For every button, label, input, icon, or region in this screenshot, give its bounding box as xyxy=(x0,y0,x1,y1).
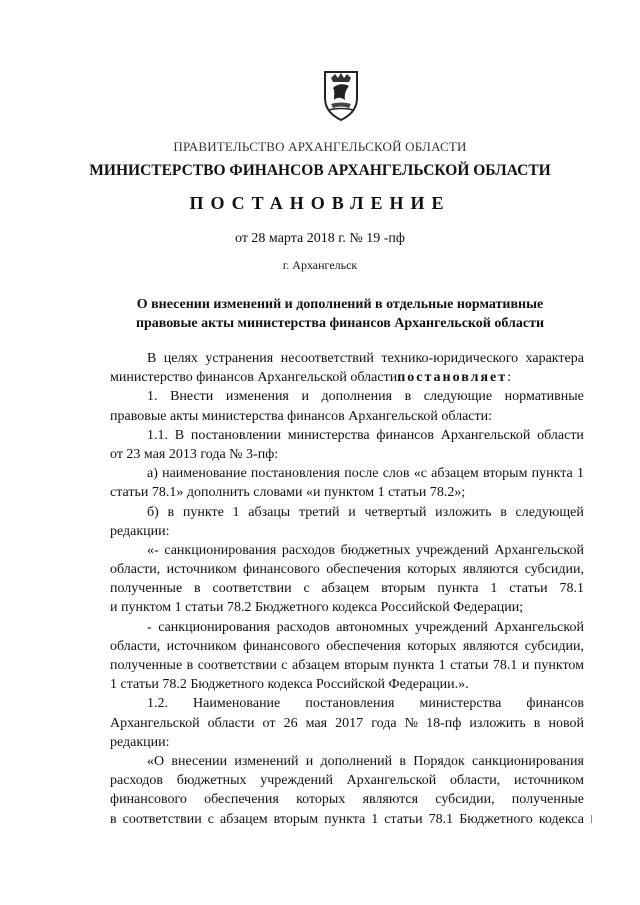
body-word: обеспечения xyxy=(204,792,279,808)
body-word: статьи xyxy=(509,581,548,597)
body-word: субсидии, xyxy=(435,792,495,808)
body-word: пункта xyxy=(531,466,573,482)
body-word: изложить xyxy=(469,715,526,731)
body-word: «О xyxy=(147,753,165,769)
body-word: абзацем xyxy=(431,466,479,482)
body-line xyxy=(110,771,584,790)
body-line xyxy=(110,618,584,637)
body-word: санкционирования xyxy=(164,542,277,558)
body-word: абзацем xyxy=(291,658,340,673)
body-line: правовые акты министерства финансов Архангельской области: xyxy=(110,408,493,424)
body-word: субсидии, xyxy=(524,562,584,578)
body-text-segment: министерство финансов Архангельской области xyxy=(110,370,398,386)
body-word: 1 xyxy=(438,658,446,673)
body-word: вторым xyxy=(344,658,389,673)
body-line xyxy=(110,426,584,445)
body-word: четвертый xyxy=(364,504,427,520)
body-word: в xyxy=(533,715,541,731)
body-line xyxy=(110,560,584,579)
body-word: с xyxy=(281,658,288,673)
body-word: области xyxy=(537,427,584,443)
body-word: 26 xyxy=(283,715,298,731)
body-word: от xyxy=(262,715,276,731)
body-word: бюджетных xyxy=(176,773,247,789)
body-word: абзацем xyxy=(321,581,370,597)
body-word: 1.2. xyxy=(147,696,168,712)
body-line xyxy=(110,714,584,733)
body-word: министерства xyxy=(419,696,502,712)
body-word: а) xyxy=(147,466,158,482)
body-word: характера xyxy=(525,351,584,366)
body-word: санкционирования xyxy=(472,753,584,769)
body-word: «- xyxy=(147,542,159,558)
body-word: источником xyxy=(514,773,584,789)
body-word: 78.1 xyxy=(428,811,454,827)
body-word: 78.1 xyxy=(559,581,584,597)
document-date-number: от 28 марта 2018 г. № 19 -пф xyxy=(235,231,405,246)
body-word: полученные xyxy=(511,792,584,808)
body-line xyxy=(110,694,584,713)
body-word: 1 xyxy=(232,504,240,520)
body-word: в xyxy=(500,504,507,520)
body-word: 1. xyxy=(147,389,158,405)
body-word: и xyxy=(348,504,356,520)
body-line: 1 статьи 78.2 Бюджетного кодекса Российской Федерации.». xyxy=(110,677,469,693)
body-word: обеспечения xyxy=(326,638,401,654)
body-word: дополнения xyxy=(321,389,393,405)
body-word: абзацем xyxy=(220,811,268,827)
body-word: пункта xyxy=(437,581,479,597)
body-word: в xyxy=(194,581,201,597)
body-word: б) xyxy=(147,504,159,520)
body-word: технико-юридического xyxy=(381,351,519,366)
body-word: соответствии xyxy=(122,811,202,827)
body-word: в xyxy=(167,504,175,520)
body-word: Бюджетного xyxy=(459,811,533,827)
body-word: наименование xyxy=(162,466,247,482)
body-word: в xyxy=(399,753,407,769)
body-word: 1.1. xyxy=(147,427,168,443)
body-line: и пунктом 1 статьи 78.2 Бюджетного кодекса Российской Федерации; xyxy=(110,600,524,616)
body-word: которых xyxy=(407,562,457,578)
body-word: постановления xyxy=(250,466,341,482)
body-word: расходов xyxy=(276,619,330,635)
government-name: ПРАВИТЕЛЬСТВО АРХАНГЕЛЬСКОЙ ОБЛАСТИ xyxy=(173,139,467,154)
body-word: Внести xyxy=(170,389,214,405)
body-word: нормативные xyxy=(504,389,584,405)
body-word: санкционирования xyxy=(158,619,271,635)
subject-line: О внесении изменений и дополнений в отдельные нормативные xyxy=(136,297,544,312)
body-word: 18-пф xyxy=(426,715,462,731)
subject-line: правовые акты министерства финансов Архангельской области xyxy=(135,316,545,331)
body-word: обеспечения xyxy=(326,562,401,578)
body-word: пункте xyxy=(182,504,224,520)
body-word: изложить xyxy=(435,504,492,520)
body-line xyxy=(110,368,584,387)
body-word: 1 xyxy=(371,811,379,827)
body-word: изменений xyxy=(234,753,299,769)
body-line xyxy=(110,541,584,560)
body-word: устранения xyxy=(205,351,274,366)
spaced-keyword: постановляет xyxy=(397,370,508,386)
body-word: 78.1 xyxy=(492,658,518,673)
body-word: вторым xyxy=(381,581,426,597)
body-word: после xyxy=(344,466,379,482)
document-type-title: ПОСТАНОВЛЕНИЕ xyxy=(189,193,451,213)
body-word: учреждений xyxy=(260,773,333,789)
body-word: Архангельской xyxy=(110,715,200,731)
body-word: являются xyxy=(462,638,519,654)
body-line xyxy=(110,656,584,675)
body-line: статьи 78.1» дополнить словами «и пунктом 1 статьи 78.2»; xyxy=(110,485,466,501)
body-line xyxy=(110,464,584,483)
body-word: постановлении xyxy=(190,427,282,443)
body-word: субсидии, xyxy=(524,638,584,654)
body-word: учреждений xyxy=(415,619,488,635)
body-word: в xyxy=(186,658,194,673)
body-word: пункта xyxy=(393,658,435,673)
body-word: бюджетных xyxy=(340,542,411,558)
body-line: редакции: xyxy=(110,734,170,750)
body-word: 1 xyxy=(490,581,498,597)
body-word: и xyxy=(521,658,530,673)
document-city: г. Архангельск xyxy=(282,258,358,272)
body-word: статьи xyxy=(384,811,423,827)
body-word: пунктом xyxy=(533,658,584,673)
body-line xyxy=(110,387,584,406)
body-word: области, xyxy=(110,562,161,578)
body-word: области xyxy=(207,715,255,731)
body-line: редакции: xyxy=(110,523,170,539)
body-word: расходов xyxy=(110,773,164,789)
body-word: изменения xyxy=(225,389,289,405)
body-line xyxy=(110,503,584,522)
body-word: финансов xyxy=(526,696,584,712)
body-word: постановления xyxy=(305,696,395,712)
body-word: мая xyxy=(305,715,328,731)
body-word: несоответствий xyxy=(280,351,374,366)
body-word: третий xyxy=(298,504,340,520)
body-word: абзацы xyxy=(248,504,291,520)
body-word: учреждений xyxy=(416,542,489,558)
body-word: Архангельской xyxy=(440,427,531,443)
body-word: полученные xyxy=(110,581,183,597)
body-word: Архангельской xyxy=(494,542,584,558)
body-word: расходов xyxy=(281,542,335,558)
body-word: Наименование xyxy=(193,696,281,712)
body-word: дополнений xyxy=(320,753,393,769)
body-word: Архангельской xyxy=(494,619,584,635)
body-word: полученные xyxy=(110,658,183,673)
body-word: целях xyxy=(163,351,198,366)
body-word: следующие xyxy=(423,389,493,405)
body-line xyxy=(110,752,584,771)
body-line xyxy=(110,579,584,598)
body-word: финансового xyxy=(242,562,320,578)
body-line xyxy=(110,637,584,656)
body-text-segment: : xyxy=(507,370,512,386)
body-word: - xyxy=(147,619,152,635)
body-word: кодекса xyxy=(538,811,584,827)
body-word: «с xyxy=(413,466,427,482)
body-word: № xyxy=(404,715,418,731)
body-word: слов xyxy=(382,466,410,482)
body-word: вторым xyxy=(273,811,319,827)
body-word: министерства xyxy=(287,427,370,443)
body-word: источником xyxy=(166,562,237,578)
body-word: В xyxy=(147,351,157,366)
body-word: в xyxy=(110,811,117,827)
body-word: новой xyxy=(548,715,584,731)
body-word: соответствии xyxy=(197,658,277,673)
body-line: от 23 мая 2013 года № 3-пф: xyxy=(110,446,279,462)
body-word: финансового xyxy=(242,638,320,654)
body-word: и xyxy=(301,389,309,405)
body-word: которых xyxy=(407,638,457,654)
body-word: вторым xyxy=(482,466,528,482)
body-word: 2017 xyxy=(335,715,364,731)
body-word: источником xyxy=(166,638,237,654)
body-word: следующей xyxy=(515,504,584,520)
body-word: области, xyxy=(110,638,161,654)
body-word: являются xyxy=(362,792,419,808)
body-word: 1 xyxy=(576,466,584,482)
body-word: автономных xyxy=(336,619,409,635)
body-word: области, xyxy=(449,773,501,789)
body-word: статьи xyxy=(450,658,489,673)
ministry-name: МИНИСТЕРСТВО ФИНАНСОВ АРХАНГЕЛЬСКОЙ ОБЛАСТИ xyxy=(89,162,551,179)
body-word: соответствии xyxy=(212,581,292,597)
coat-of-arms-emblem xyxy=(319,66,363,122)
body-word: с xyxy=(303,581,310,597)
body-word: Порядок xyxy=(413,753,465,769)
body-word: Архангельской xyxy=(346,773,437,789)
body-word: и xyxy=(305,753,314,769)
body-word: внесении xyxy=(171,753,228,769)
body-line xyxy=(110,349,584,368)
body-word: с xyxy=(207,811,214,827)
scan-mark xyxy=(591,815,592,823)
body-line xyxy=(110,810,584,829)
body-word: которых xyxy=(296,792,346,808)
body-word: являются xyxy=(462,562,519,578)
body-line xyxy=(110,790,584,809)
body-word: в xyxy=(404,389,412,405)
body-word: года xyxy=(371,715,397,731)
body-word: пункта xyxy=(324,811,366,827)
document-body xyxy=(110,349,584,829)
body-word: финансового xyxy=(110,792,187,808)
body-word: финансов xyxy=(376,427,435,443)
body-word: В xyxy=(174,427,185,443)
